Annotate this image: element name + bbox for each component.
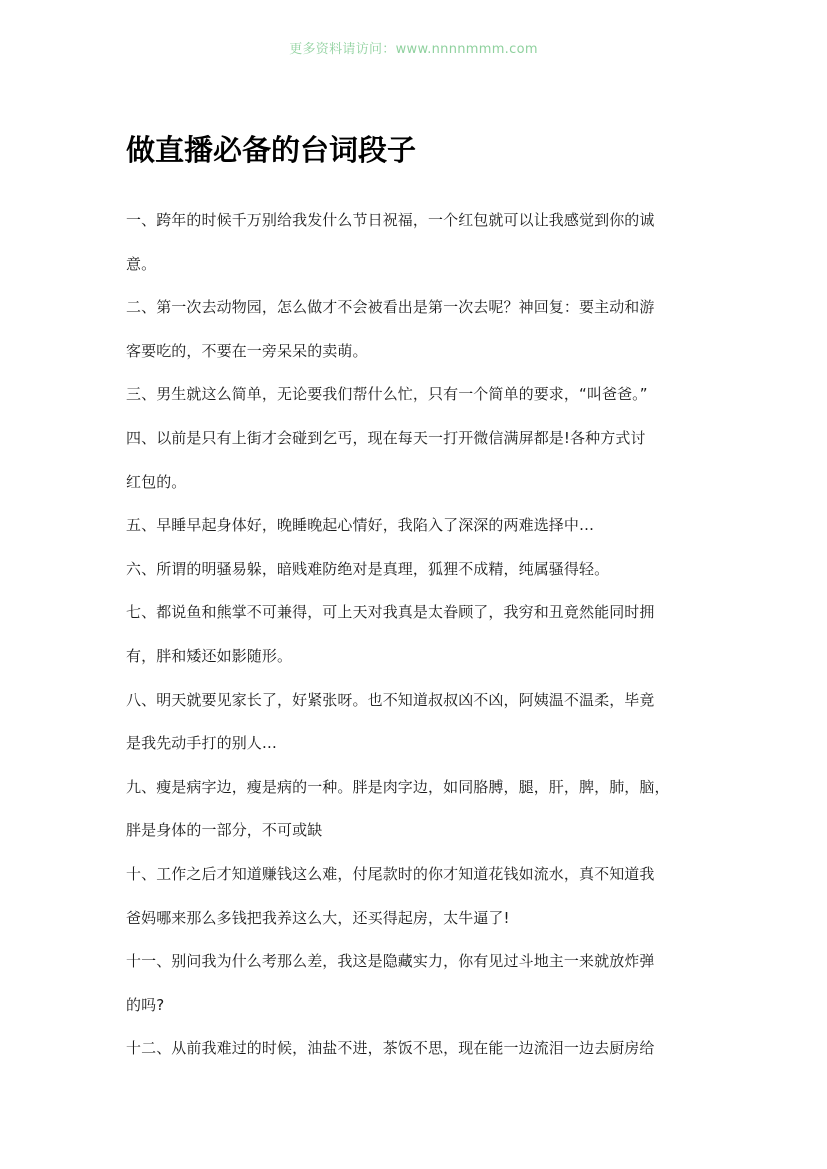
document-title: 做直播必备的台词段子 bbox=[126, 133, 417, 167]
text-line: 胖是身体的一部分，不可或缺 bbox=[126, 821, 323, 840]
text-line: 是我先动手打的别人… bbox=[126, 734, 278, 753]
text-line: 爸妈哪来那么多钱把我养这么大，还买得起房，太牛逼了! bbox=[126, 908, 510, 927]
text-line: 的吗? bbox=[126, 995, 165, 1014]
text-line: 有，胖和矮还如影随形。 bbox=[126, 646, 293, 665]
text-line: 十二、从前我难过的时候，油盐不进，茶饭不思，现在能一边流泪一边去厨房给 bbox=[126, 1039, 655, 1058]
text-line: 九、瘦是病字边，瘦是病的一种。胖是肉字边，如同胳膊，腿，肝，脾，肺，脑， bbox=[126, 777, 670, 796]
text-line: 七、都说鱼和熊掌不可兼得，可上天对我真是太眷顾了，我穷和丑竟然能同时拥 bbox=[126, 603, 655, 622]
text-line: 四、以前是只有上街才会碰到乞丐，现在每天一打开微信满屏都是!各种方式讨 bbox=[126, 428, 646, 447]
text-line: 十、工作之后才知道赚钱这么难，付尾款时的你才知道花钱如流水，真不知道我 bbox=[126, 864, 655, 883]
document-body bbox=[126, 199, 706, 1071]
header-website-link[interactable]: 更多资料请访问：www.nnnnmmm.com bbox=[289, 42, 538, 57]
text-line: 三、男生就这么简单，无论要我们帮什么忙，只有一个简单的要求，“叫爸爸。” bbox=[126, 385, 648, 404]
text-line: 二、第一次去动物园，怎么做才不会被看出是第一次去呢？神回复：要主动和游 bbox=[126, 298, 655, 317]
text-line: 五、早睡早起身体好，晚睡晚起心情好，我陷入了深深的两难选择中… bbox=[126, 516, 595, 535]
text-line: 一、跨年的时候千万别给我发什么节日祝福，一个红包就可以让我感觉到你的诚 bbox=[126, 211, 655, 229]
text-line: 红包的。 bbox=[126, 472, 187, 491]
text-line: 十一、别问我为什么考那么差，我这是隐藏实力，你有见过斗地主一来就放炸弹 bbox=[126, 952, 655, 971]
text-line: 六、所谓的明骚易躲，暗贱难防绝对是真理，狐狸不成精，纯属骚得轻。 bbox=[126, 559, 610, 578]
text-line: 客要吃的，不要在一旁呆呆的卖萌。 bbox=[126, 341, 368, 360]
text-line: 八、明天就要见家长了，好紧张呀。也不知道叔叔凶不凶，阿姨温不温柔，毕竟 bbox=[126, 690, 655, 709]
text-line: 意。 bbox=[126, 254, 157, 273]
